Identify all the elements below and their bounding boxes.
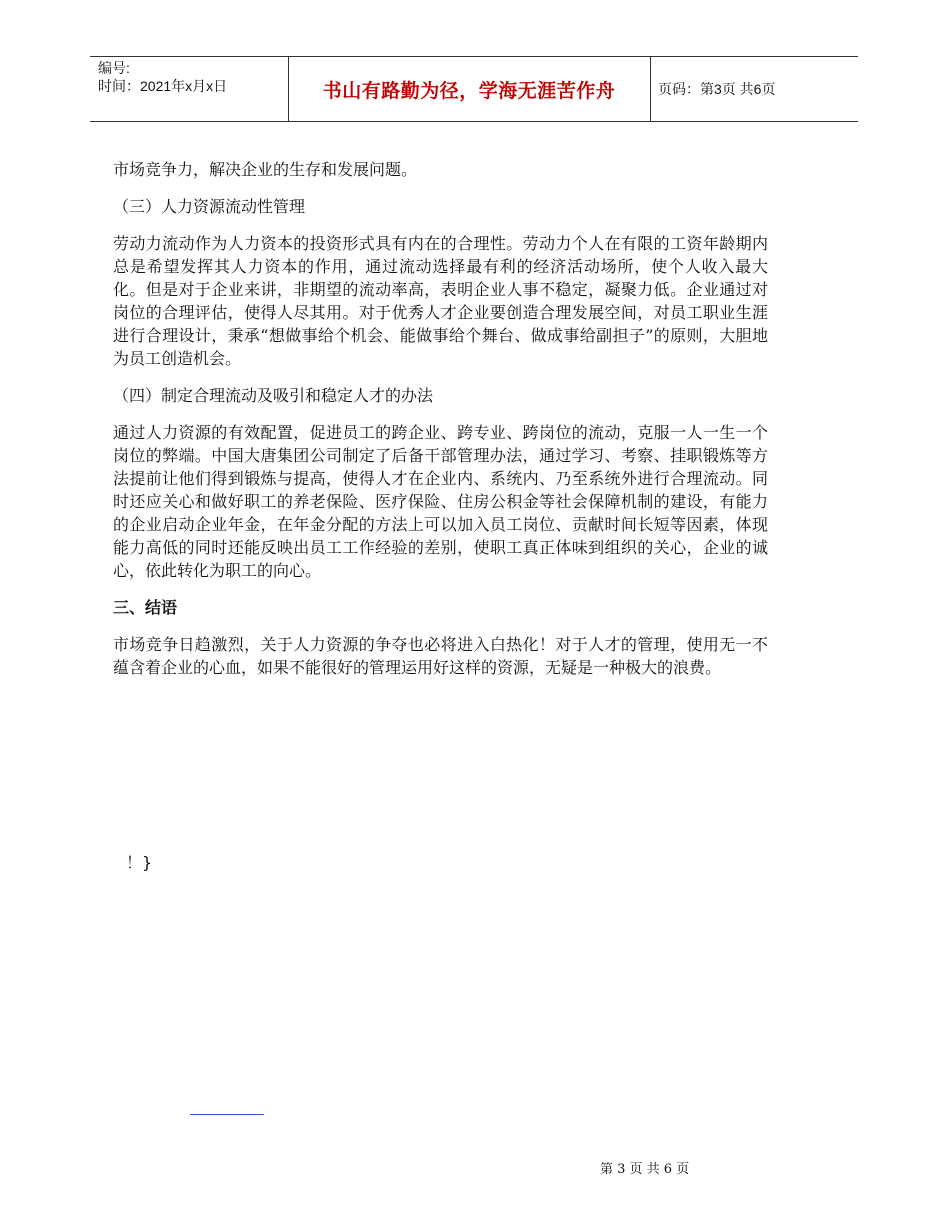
header-divider-right — [650, 57, 651, 121]
header-meta — [98, 59, 288, 95]
section-heading-conclusion: 三、结语 — [113, 598, 178, 617]
section-heading-three: （三）人力资源流动性管理 — [113, 197, 306, 216]
paragraph-continued: 市场竞争力，解决企业的生存和发展问题。 — [113, 160, 418, 179]
section-heading-four: （四）制定合理流动及吸引和稳定人才的办法 — [113, 386, 434, 405]
paragraph-conclusion: 市场竞争日趋激烈，关于人力资源的争夺也必将进入白热化！对于人才的管理，使用无一不蕴含着企业的心血，如果不能很好的管理运用好这样的资源，无疑是一种极大的浪费。 — [113, 635, 768, 677]
stray-mark: ！} — [126, 853, 153, 872]
document-body — [113, 158, 768, 693]
header-page-number: 页码：第3页 共6页 — [658, 81, 776, 97]
header-motto: 书山有路勤为径，学海无涯苦作舟 — [322, 79, 616, 102]
document-number-label: 编号: — [98, 60, 130, 76]
page-header — [90, 56, 858, 122]
paragraph-talent-policy: 通过人力资源的有效配置，促进员工的跨企业、跨专业、跨岗位的流动，克服一人一生一个岗位的弊端。中国大唐集团公司制定了后备干部管理办法，通过学习、考察、挂职锻炼等方法提前让他们得到锻炼与提高，使得人才在企业内、系统内、乃至系统外进行合理流动。同时还应关心和做好职工的养老保险、医疗保险、住房公积金等社会保障机制的建设，有能力的企业启动企业年金，在年金分配的方法上可以加入员工岗位、贡献时间长短等因素，体现能力高低的同时还能反映出员工工作经验的差别，使职工真正体味到组织的关心，企业的诚心，依此转化为职工的向心。 — [113, 423, 768, 580]
footnote-separator-line — [190, 1114, 264, 1115]
footer-page-number: 第 3 页 共 6 页 — [600, 1162, 690, 1177]
document-time-label: 时间：2021年x月x日 — [98, 78, 228, 94]
paragraph-labor-mobility: 劳动力流动作为人力资本的投资形式具有内在的合理性。劳动力个人在有限的工资年龄期内总是希望发挥其人力资本的作用，通过流动选择最有利的经济活动场所，使个人收入最大化。但是对于企业来讲，非期望的流动率高，表明企业人事不稳定，凝聚力低。企业通过对岗位的合理评估，使得人尽其用。对于优秀人才企业要创造合理发展空间，对员工职业生涯进行合理设计，秉承“想做事给个机会、能做事给个舞台、做成事给副担子”的原则，大胆地为员工创造机会。 — [113, 234, 768, 368]
